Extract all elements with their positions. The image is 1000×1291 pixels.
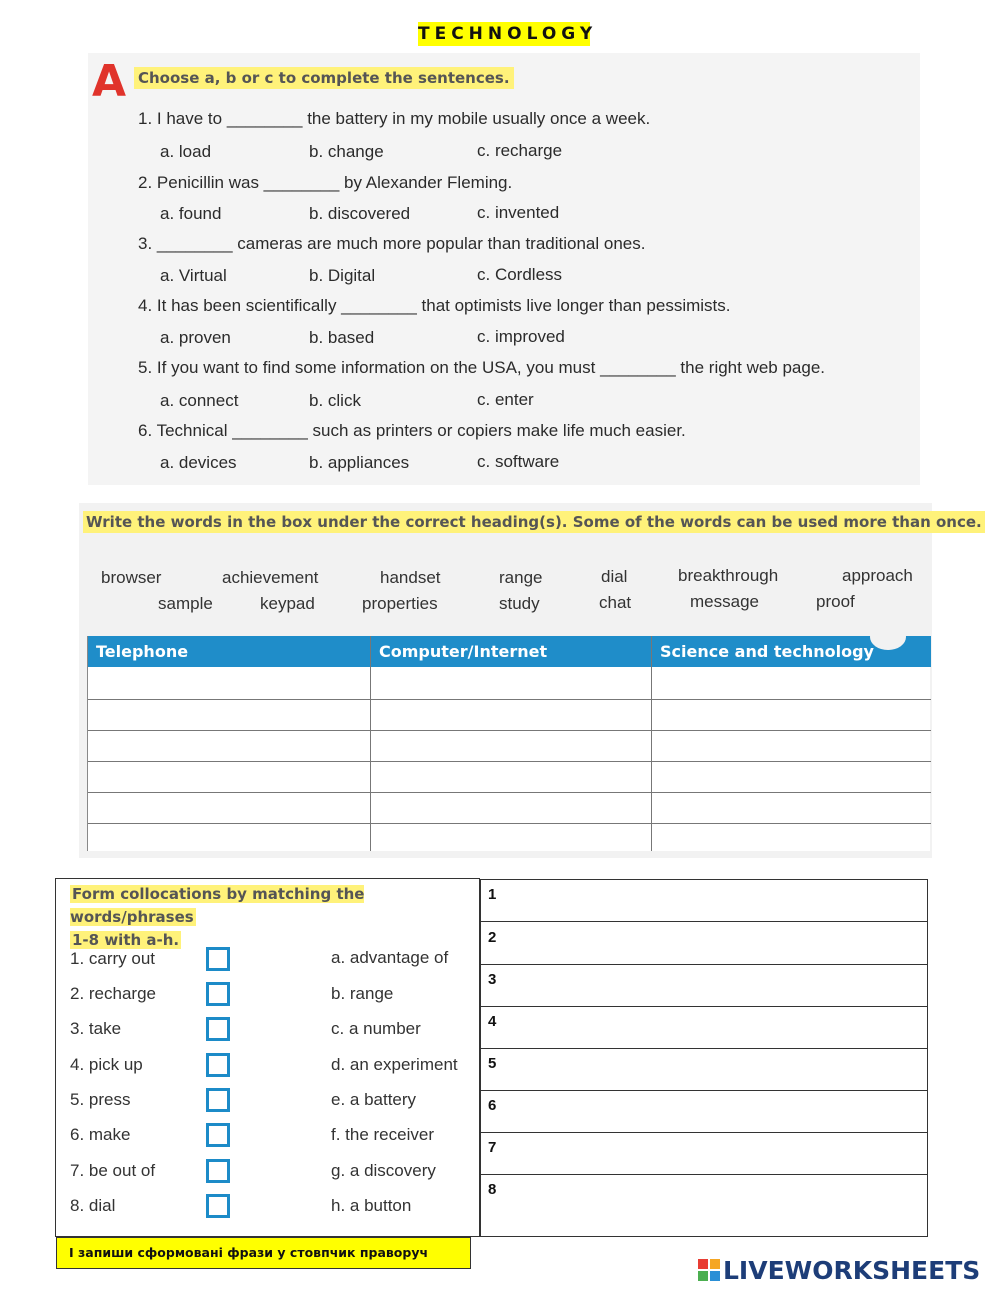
option-1b[interactable]: b. change (309, 142, 384, 161)
option-2a[interactable]: a. found (160, 204, 222, 223)
answer-row-5[interactable] (481, 1049, 927, 1091)
match-left-7: 7. be out of (70, 1161, 156, 1180)
option-5b[interactable]: b. click (309, 391, 361, 410)
answer-checkbox-2[interactable] (206, 982, 230, 1006)
section-b-instruction: Write the words in the box under the correct heading(s). Some of the words can be used more than once. (83, 511, 985, 533)
question-6: 6. Technical ________ such as printers or copiers make life much easier. (138, 421, 686, 440)
page-title: TECHNOLOGY (418, 24, 598, 44)
match-right-h: h. a button (331, 1196, 412, 1215)
option-4c[interactable]: c. improved (477, 327, 565, 346)
answer-row-2[interactable] (481, 923, 927, 965)
option-3b[interactable]: b. Digital (309, 266, 376, 285)
question-5: 5. If you want to find some information on the USA, you must ________ the right web page. (138, 358, 826, 377)
instruction-note: І запиши сформовані фрази у стовпчик праворуч (56, 1237, 471, 1269)
heading-science-technology: Science and technology (660, 642, 874, 661)
match-left-8: 8. dial (70, 1196, 116, 1215)
question-4: 4. It has been scientifically ________ that optimists live longer than pessimists. (138, 296, 731, 315)
option-4a[interactable]: a. proven (160, 328, 231, 347)
answer-checkbox-5[interactable] (206, 1088, 230, 1112)
answer-number: 6 (488, 1097, 497, 1114)
match-left-4: 4. pick up (70, 1055, 143, 1074)
answer-number: 8 (488, 1181, 497, 1198)
logo-square-green (697, 1270, 709, 1282)
option-1c[interactable]: c. recharge (477, 141, 563, 160)
answer-row-3[interactable] (481, 965, 927, 1007)
word-sample: sample (158, 594, 213, 613)
answer-checkbox-1[interactable] (206, 947, 230, 971)
match-right-f: f. the receiver (331, 1125, 434, 1144)
option-5a[interactable]: a. connect (160, 391, 239, 410)
logo-text: LIVEWORKSHEETS (723, 1255, 981, 1285)
word-study: study (499, 594, 540, 613)
match-left-1: 1. carry out (70, 949, 156, 968)
answer-number: 1 (488, 886, 497, 903)
answer-checkbox-3[interactable] (206, 1017, 230, 1041)
heading-telephone: Telephone (96, 642, 189, 661)
answer-checkbox-8[interactable] (206, 1194, 230, 1218)
option-5c[interactable]: c. enter (477, 390, 534, 409)
match-right-g: g. a discovery (331, 1161, 436, 1180)
table-row-line (88, 792, 931, 793)
answer-row-1[interactable] (481, 880, 927, 922)
section-c-instruction-line2: 1-8 with a-h. (72, 931, 180, 949)
option-2c[interactable]: c. invented (477, 203, 560, 222)
column-divider (370, 636, 371, 851)
option-6a[interactable]: a. devices (160, 453, 237, 472)
question-2: 2. Penicillin was ________ by Alexander Fleming. (138, 173, 513, 192)
word-handset: handset (380, 568, 441, 587)
word-properties: properties (362, 594, 438, 613)
match-left-5: 5. press (70, 1090, 131, 1109)
section-a-letter: A (92, 56, 127, 107)
table-row-line (88, 823, 931, 824)
answer-number: 7 (488, 1139, 497, 1156)
match-left-6: 6. make (70, 1125, 131, 1144)
match-right-e: e. a battery (331, 1090, 417, 1109)
word-breakthrough: breakthrough (678, 566, 779, 585)
answer-row-6[interactable] (481, 1091, 927, 1133)
option-3a[interactable]: a. Virtual (160, 266, 227, 285)
option-3c[interactable]: c. Cordless (477, 265, 563, 284)
section-c-instruction-line1: Form collocations by matching the words/phrases (70, 885, 365, 926)
logo-square-blue (709, 1270, 721, 1282)
section-a-instruction: Choose a, b or c to complete the sentences. (134, 67, 514, 89)
match-left-2: 2. recharge (70, 984, 156, 1003)
answer-number: 4 (488, 1013, 497, 1030)
word-achievement: achievement (222, 568, 319, 587)
word-approach: approach (842, 566, 913, 585)
answer-column (480, 879, 928, 1237)
match-right-a: a. advantage of (331, 948, 449, 967)
option-2b[interactable]: b. discovered (309, 204, 411, 223)
answer-checkbox-7[interactable] (206, 1159, 230, 1183)
answer-checkbox-6[interactable] (206, 1123, 230, 1147)
match-right-c: c. a number (331, 1019, 421, 1038)
question-3: 3. ________ cameras are much more popular than traditional ones. (138, 234, 646, 253)
word-proof: proof (816, 592, 855, 611)
word-chat: chat (599, 593, 632, 612)
word-range: range (499, 568, 543, 587)
logo-square-red (697, 1258, 709, 1270)
table-row-line (88, 699, 931, 700)
section-c-collocations (55, 878, 480, 1237)
option-6c[interactable]: c. software (477, 452, 560, 471)
section-a-multiple-choice (88, 53, 920, 485)
word-keypad: keypad (260, 594, 315, 613)
match-right-b: b. range (331, 984, 394, 1003)
table-row-line (88, 761, 931, 762)
liveworksheets-logo (697, 1254, 980, 1286)
column-divider (651, 636, 652, 851)
answer-number: 2 (488, 929, 497, 946)
table-row-line (88, 730, 931, 731)
word-browser: browser (101, 568, 162, 587)
logo-square-orange (709, 1258, 721, 1270)
header-corner-notch (870, 624, 906, 650)
match-right-d: d. an experiment (331, 1055, 458, 1074)
option-1a[interactable]: a. load (160, 142, 212, 161)
question-1: 1. I have to ________ the battery in my mobile usually once a week. (138, 109, 651, 128)
option-6b[interactable]: b. appliances (309, 453, 410, 472)
match-left-3: 3. take (70, 1019, 122, 1038)
answer-row-7[interactable] (481, 1133, 927, 1175)
word-message: message (690, 592, 759, 611)
heading-table (87, 636, 930, 851)
table-header (88, 636, 931, 667)
answer-row-4[interactable] (481, 1007, 927, 1049)
section-c-instruction (70, 883, 479, 952)
section-b-word-sort (79, 503, 982, 858)
word-dial: dial (601, 567, 628, 586)
heading-computer-internet: Computer/Internet (379, 642, 548, 661)
answer-row-8[interactable] (481, 1175, 927, 1236)
answer-number: 5 (488, 1055, 497, 1072)
logo-mark-icon (697, 1258, 721, 1282)
answer-checkbox-4[interactable] (206, 1053, 230, 1077)
answer-number: 3 (488, 971, 497, 988)
option-4b[interactable]: b. based (309, 328, 375, 347)
